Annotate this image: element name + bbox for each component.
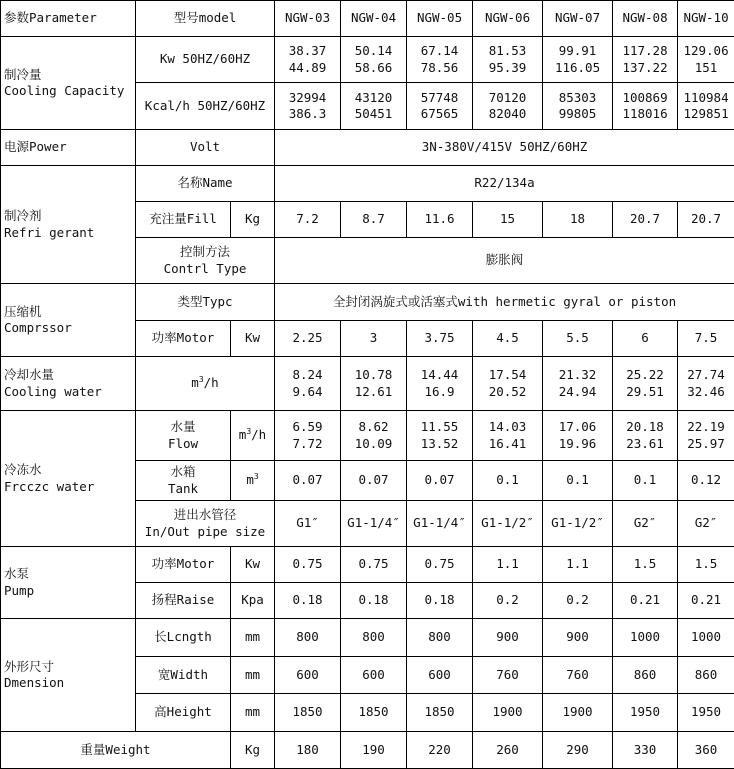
value-cell: 360 bbox=[678, 732, 734, 769]
value-cell: 760 bbox=[473, 657, 543, 694]
cooling-water-unit: $m^3/h$ bbox=[136, 357, 275, 411]
value-cell: G1-1/2″ bbox=[543, 501, 613, 547]
power-value: 3N-380V/415V 50HZ/60HZ bbox=[275, 130, 734, 166]
value-cell: 100869 118016 bbox=[613, 83, 678, 130]
value-cell: 1.5 bbox=[678, 547, 734, 583]
value-cell: 6.59 7.72 bbox=[275, 411, 341, 461]
value-cell: 129.06 151 bbox=[678, 37, 734, 83]
pump-label: 水泵 Pump bbox=[1, 547, 136, 619]
value-cell: 21.32 24.94 bbox=[543, 357, 613, 411]
refrigerant-name-value: R22/134a bbox=[275, 166, 734, 202]
value-cell: 3 bbox=[341, 321, 407, 357]
value-cell: 0.21 bbox=[678, 583, 734, 619]
length-unit: mm bbox=[231, 619, 275, 657]
value-cell: 290 bbox=[543, 732, 613, 769]
value-cell: 22.19 25.97 bbox=[678, 411, 734, 461]
model-cell: NGW-06 bbox=[473, 1, 543, 37]
cooling-capacity-kw-row bbox=[1, 37, 734, 83]
value-cell: 1000 bbox=[678, 619, 734, 657]
value-cell: 1000 bbox=[613, 619, 678, 657]
value-cell: 20.7 bbox=[613, 202, 678, 238]
value-cell: 260 bbox=[473, 732, 543, 769]
compressor-type-label: 类型Typc bbox=[136, 284, 275, 321]
power-unit: Volt bbox=[136, 130, 275, 166]
value-cell: 32994 386.3 bbox=[275, 83, 341, 130]
value-cell: 20.7 bbox=[678, 202, 734, 238]
value-cell: 6 bbox=[613, 321, 678, 357]
value-cell: 0.1 bbox=[473, 461, 543, 501]
length-label: 长Lcngth bbox=[136, 619, 231, 657]
value-cell: 0.12 bbox=[678, 461, 734, 501]
value-cell: 14.44 16.9 bbox=[407, 357, 473, 411]
value-cell: G2″ bbox=[613, 501, 678, 547]
tank-label: 水箱 Tank bbox=[136, 461, 231, 501]
width-unit: mm bbox=[231, 657, 275, 694]
model-cell: NGW-10 bbox=[678, 1, 734, 37]
value-cell: 800 bbox=[407, 619, 473, 657]
chilled-water-label: 冷冻水 Frcczc water bbox=[1, 411, 136, 547]
value-cell: 1.1 bbox=[543, 547, 613, 583]
value-cell: 17.54 20.52 bbox=[473, 357, 543, 411]
width-label: 宽Width bbox=[136, 657, 231, 694]
compressor-type-row bbox=[1, 284, 734, 321]
value-cell: 7.2 bbox=[275, 202, 341, 238]
value-cell: 99.91 116.05 bbox=[543, 37, 613, 83]
value-cell: 11.6 bbox=[407, 202, 473, 238]
pipe-size-label: 进出水管径 In/Out pipe size bbox=[136, 501, 275, 547]
pump-raise-unit: Kpa bbox=[231, 583, 275, 619]
height-label: 高Height bbox=[136, 694, 231, 732]
value-cell: 0.07 bbox=[341, 461, 407, 501]
value-cell: 15 bbox=[473, 202, 543, 238]
value-cell: 110984 129851 bbox=[678, 83, 734, 130]
value-cell: 81.53 95.39 bbox=[473, 37, 543, 83]
value-cell: 1.5 bbox=[613, 547, 678, 583]
value-cell: 1.1 bbox=[473, 547, 543, 583]
tank-unit: $m^3$ bbox=[231, 461, 275, 501]
value-cell: 7.5 bbox=[678, 321, 734, 357]
value-cell: 1950 bbox=[613, 694, 678, 732]
pump-motor-row bbox=[1, 547, 734, 583]
value-cell: 860 bbox=[678, 657, 734, 694]
value-cell: 10.78 12.61 bbox=[341, 357, 407, 411]
model-header: 型号model bbox=[136, 1, 275, 37]
value-cell: 25.22 29.51 bbox=[613, 357, 678, 411]
model-cell: NGW-08 bbox=[613, 1, 678, 37]
value-cell: 0.18 bbox=[407, 583, 473, 619]
value-cell: 0.75 bbox=[275, 547, 341, 583]
value-cell: 18 bbox=[543, 202, 613, 238]
pump-raise-label: 扬程Raise bbox=[136, 583, 231, 619]
control-value: 膨胀阀 bbox=[275, 238, 734, 284]
value-cell: 190 bbox=[341, 732, 407, 769]
value-cell: 0.07 bbox=[275, 461, 341, 501]
weight-unit: Kg bbox=[231, 732, 275, 769]
flow-label: 水量 Flow bbox=[136, 411, 231, 461]
value-cell: 1850 bbox=[407, 694, 473, 732]
value-cell: 1950 bbox=[678, 694, 734, 732]
value-cell: 1900 bbox=[543, 694, 613, 732]
value-cell: 600 bbox=[275, 657, 341, 694]
value-cell: 0.07 bbox=[407, 461, 473, 501]
value-cell: G2″ bbox=[678, 501, 734, 547]
value-cell: 600 bbox=[407, 657, 473, 694]
value-cell: 8.7 bbox=[341, 202, 407, 238]
value-cell: 600 bbox=[341, 657, 407, 694]
value-cell: 330 bbox=[613, 732, 678, 769]
refrigerant-name-label: 名称Name bbox=[136, 166, 275, 202]
value-cell: 800 bbox=[275, 619, 341, 657]
cooling-capacity-label: 制冷量 Cooling Capacity bbox=[1, 37, 136, 130]
value-cell: 14.03 16.41 bbox=[473, 411, 543, 461]
value-cell: 70120 82040 bbox=[473, 83, 543, 130]
power-label: 电源Power bbox=[1, 130, 136, 166]
compressor-label: 压缩机 Comprssor bbox=[1, 284, 136, 357]
value-cell: 85303 99805 bbox=[543, 83, 613, 130]
pump-motor-unit: Kw bbox=[231, 547, 275, 583]
value-cell: 0.18 bbox=[341, 583, 407, 619]
weight-row bbox=[1, 732, 734, 769]
value-cell: G1-1/4″ bbox=[341, 501, 407, 547]
value-cell: 900 bbox=[543, 619, 613, 657]
value-cell: G1″ bbox=[275, 501, 341, 547]
value-cell: 5.5 bbox=[543, 321, 613, 357]
power-row bbox=[1, 130, 734, 166]
value-cell: 900 bbox=[473, 619, 543, 657]
chilled-water-flow-row bbox=[1, 411, 734, 461]
value-cell: 0.75 bbox=[341, 547, 407, 583]
value-cell: 0.21 bbox=[613, 583, 678, 619]
value-cell: 17.06 19.96 bbox=[543, 411, 613, 461]
weight-label: 重量Weight bbox=[1, 732, 231, 769]
value-cell: 760 bbox=[543, 657, 613, 694]
value-cell: 8.24 9.64 bbox=[275, 357, 341, 411]
value-cell: 0.1 bbox=[613, 461, 678, 501]
kcal-label: Kcal/h 50HZ/60HZ bbox=[136, 83, 275, 130]
value-cell: 1850 bbox=[341, 694, 407, 732]
value-cell: 3.75 bbox=[407, 321, 473, 357]
value-cell: 38.37 44.89 bbox=[275, 37, 341, 83]
refrigerant-label: 制冷剂 Refri gerant bbox=[1, 166, 136, 284]
value-cell: 0.75 bbox=[407, 547, 473, 583]
value-cell: 4.5 bbox=[473, 321, 543, 357]
value-cell: 67.14 78.56 bbox=[407, 37, 473, 83]
refrigerant-name-row bbox=[1, 166, 734, 202]
value-cell: 0.18 bbox=[275, 583, 341, 619]
kw-label: Kw 50HZ/60HZ bbox=[136, 37, 275, 83]
value-cell: 220 bbox=[407, 732, 473, 769]
value-cell: G1-1/2″ bbox=[473, 501, 543, 547]
value-cell: 117.28 137.22 bbox=[613, 37, 678, 83]
model-cell: NGW-05 bbox=[407, 1, 473, 37]
pump-motor-label: 功率Motor bbox=[136, 547, 231, 583]
value-cell: 860 bbox=[613, 657, 678, 694]
param-header: 参数Parameter bbox=[1, 1, 136, 37]
value-cell: 0.1 bbox=[543, 461, 613, 501]
cooling-water-label: 冷却水量 Cooling water bbox=[1, 357, 136, 411]
compressor-type-value: 全封闭涡旋式或活塞式with hermetic gyral or piston bbox=[275, 284, 734, 321]
value-cell: 0.2 bbox=[473, 583, 543, 619]
compressor-power-label: 功率Motor bbox=[136, 321, 231, 357]
value-cell: G1-1/4″ bbox=[407, 501, 473, 547]
value-cell: 800 bbox=[341, 619, 407, 657]
flow-unit: $m^3/h$ bbox=[231, 411, 275, 461]
value-cell: 11.55 13.52 bbox=[407, 411, 473, 461]
value-cell: 180 bbox=[275, 732, 341, 769]
value-cell: 1900 bbox=[473, 694, 543, 732]
dimension-label: 外形尺寸 Dmension bbox=[1, 619, 136, 732]
compressor-power-unit: Kw bbox=[231, 321, 275, 357]
dimension-length-row bbox=[1, 619, 734, 657]
value-cell: 2.25 bbox=[275, 321, 341, 357]
model-cell: NGW-07 bbox=[543, 1, 613, 37]
fill-label: 充注量Fill bbox=[136, 202, 231, 238]
value-cell: 50.14 58.66 bbox=[341, 37, 407, 83]
value-cell: 57748 67565 bbox=[407, 83, 473, 130]
model-cell: NGW-03 bbox=[275, 1, 341, 37]
value-cell: 20.18 23.61 bbox=[613, 411, 678, 461]
value-cell: 1850 bbox=[275, 694, 341, 732]
control-label: 控制方法 Contrl Type bbox=[136, 238, 275, 284]
model-cell: NGW-04 bbox=[341, 1, 407, 37]
value-cell: 27.74 32.46 bbox=[678, 357, 734, 411]
value-cell: 8.62 10.09 bbox=[341, 411, 407, 461]
fill-unit: Kg bbox=[231, 202, 275, 238]
height-unit: mm bbox=[231, 694, 275, 732]
value-cell: 0.2 bbox=[543, 583, 613, 619]
value-cell: 43120 50451 bbox=[341, 83, 407, 130]
cooling-water-row bbox=[1, 357, 734, 411]
header-row bbox=[1, 1, 734, 37]
